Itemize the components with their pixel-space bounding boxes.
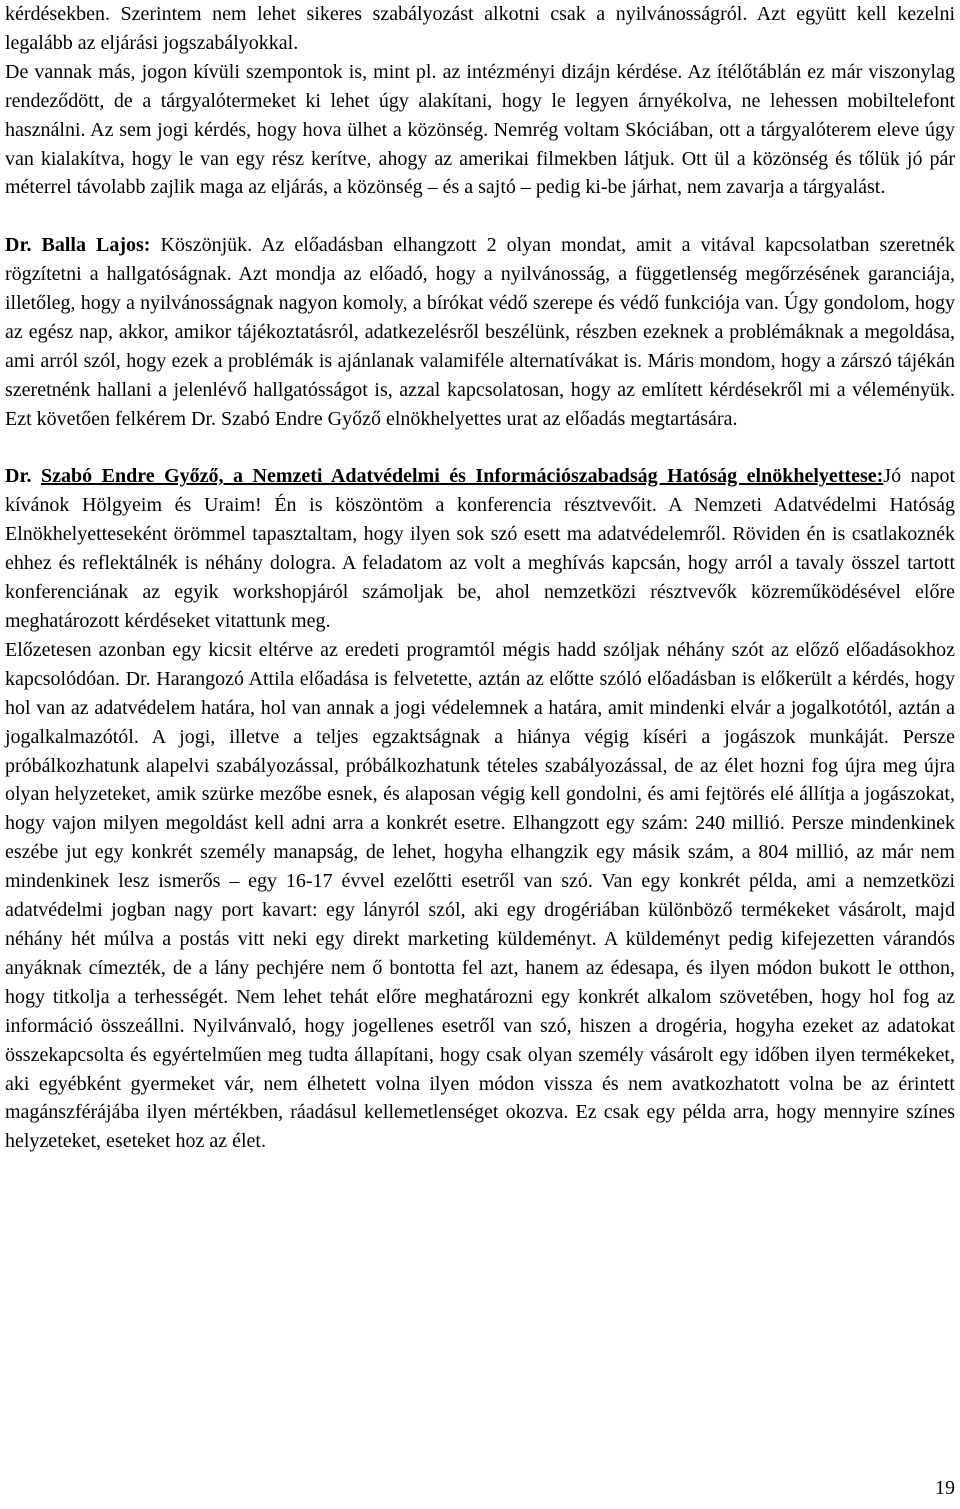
paragraph-szabo — [5, 462, 955, 635]
paragraph-balla — [5, 231, 955, 433]
speaker-name: Szabó Endre Győző, a Nemzeti Adatvédelmi és Információszabadság Hatóság elnökhelyettese: — [41, 465, 884, 488]
page-number: 19 — [935, 1477, 955, 1499]
paragraph-main — [5, 636, 955, 1156]
speaker-prefix: Dr. — [5, 465, 41, 488]
document-page — [5, 0, 955, 1156]
paragraph-text: De vannak más, jogon kívüli szempontok is, mint pl. az intézményi dizájn kérdése. Az ítélőtáblán ez már viszonylag rendeződött, de a tárgyalótermeket ki lehet úgy alakítani, hogy le legyen árnyékolva, ne lehessen mobiltelefont használni. Az sem jogi kérdés, hogy hova ülhet a közönség. Nemrég voltam Skóciában, ott a tárgyalóterem eleve úgy van kialakítva, hogy le van egy rész kerítve, ahogy az amerikai filmekben látjuk. Ott ül a közönség és tőlük jó pár méterrel távolabb zajlik maga az eljárás, a közönség – és a sajtó – pedig ki-be járhat, nem zavarja a tárgyalást. — [5, 60, 955, 199]
paragraph-text: kérdésekben. Szerintem nem lehet sikeres szabályozást alkotni csak a nyilvánosságról. Azt együtt kell kezelni legalább az eljárási jogszabályokkal. — [5, 3, 955, 54]
paragraph-text: Jó napot kívánok Hölgyeim és Uraim! Én is köszöntöm a konferencia résztvevőit. A Nemzeti Adatvédelmi Hatóság Elnökhelyetteseként örömmel tapasztaltam, hogy ilyen sok szó esett ma adatvédelemről. Röviden én is csatlakoznék ehhez és reflektálnék is néhány dologra. A feladatom az volt a meghívás kapcsán, hogy arról a tavaly összel tartott konferenciának az egyik workshopjáról számoljak be, ahol nemzetközi résztvevők közreműködésével előre meghatározott kérdéseket vitattunk meg. — [5, 465, 956, 632]
paragraph-intro — [5, 0, 955, 58]
speaker-name: Dr. Balla Lajos: — [5, 234, 151, 257]
paragraph-text: Előzetesen azonban egy kicsit eltérve az eredeti programtól mégis hadd szóljak néhány szót az előző előadásokhoz kapcsolódóan. Dr. Harangozó Attila előadása is felvetette, aztán az előtte szóló előadásban is előkerült a kérdés, hogy hol van az adatvédelem határa, hol van annak a jogi védelemnek a határa, amit mindenki elvár a jogalkotótól, aztán a jogalkalmazótól. A jogi, illetve a teljes egzaktságnak a hiánya végig kíséri a jogászok munkáját. Persze próbálkozhatunk alapelvi szabályozással, próbálkozhatunk tételes szabályozással, de az élet hozni fog újra meg újra olyan helyzeteket, amik szürke mezőbe esnek, és alaposan végig kell gondolni, és ami fejtörés elé állítja a jogászokat, hogy vajon milyen megoldást kell adni arra a konkrét esetre. Elhangzott egy szám: 240 millió. Persze mindenkinek eszébe jut egy konkrét személy manapság, de lehet, hogyha elhangzik egy másik szám, a 804 millió, az már nem mindenkinek lesz ismerős – egy 16-17 évvel ezelőtti esetről van szó. Van egy konkrét példa, ami a nemzetközi adatvédelmi jogban nagy port kavart: egy lányról szól, aki egy drogériában különböző termékeket vásárolt, majd néhány hét múlva a postás vitt neki egy direkt marketing küldeményt. A küldeményt pedig kifejezetten várandós anyáknak címezték, de a lány pechjére nem ő bontotta fel azt, hanem az édesapa, és ilyen módon bukott le otthon, hogy titkolja a terhességét. Nem lehet tehát előre meghatározni egy konkrét alkalom szövetében, hogy hol fog az információ összeállni. Nyilvánvaló, hogy jogellenes esetről van szó, hiszen a drogéria, hogyha ezeket az adatokat összekapcsolta és egyértelműen meg tudta állapítani, hogy csak olyan személy vásárolt egy időben ilyen termékeket, aki egyébként gyermeket vár, nem élhetett volna ilyen módon vissza és nem avatkozhatott volna be az érintett magánszférájába ilyen mértékben, ráadásul kellemetlenséget okozva. Ez csak egy példa arra, hogy mennyire színes helyzeteket, eseteket hoz az élet. — [5, 638, 955, 1153]
paragraph-text: Köszönjük. Az előadásban elhangzott 2 olyan mondat, amit a vitával kapcsolatban szeretnék rögzítetni a hallgatóságnak. Azt mondja az előadó, hogy a nyilvánosság, a függetlenség megőrzésének garanciája, illetőleg, hogy a nyilvánosságnak nagyon komoly, a bírókat védő szerepe és védő funkciója van. Úgy gondolom, hogy az egész nap, akkor, amikor tájékoztatásról, adatkezelésről beszélünk, részben ezeknek a problémáknak a megoldása, ami arról szól, hogy ezek a problémák is ajánlanak valamiféle alternatívákat is. Máris mondom, hogy a zárszó tájékán szeretnénk hallani a jelenlévő hallgatósságot is, azzal kapcsolatosan, hogy az említett kérdésekről mi a véleményük. Ezt követően felkérem Dr. Szabó Endre Győző elnökhelyettes urat az előadás megtartására. — [5, 234, 955, 430]
paragraph-design — [5, 58, 955, 203]
